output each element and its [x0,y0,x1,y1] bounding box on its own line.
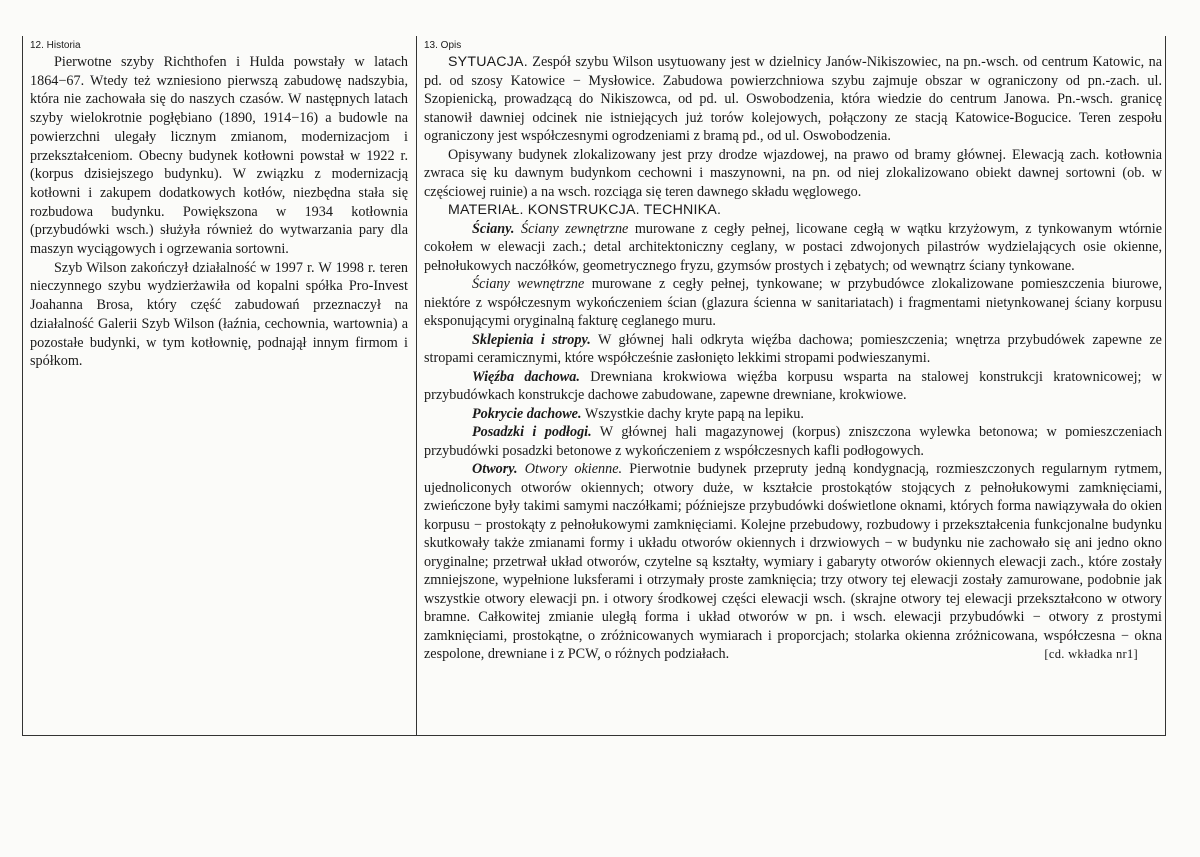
material-title: MATERIAŁ. KONSTRUKCJA. TECHNIKA. [448,202,722,218]
vaults-paragraph [424,331,1162,368]
openings-title: Otwory. [472,461,518,477]
floors-title: Posadzki i podłogi. [472,424,592,440]
history-heading: 12. Historia [30,40,81,51]
exterior-walls-text: murowane z cegły pełnej, licowane cegłą w wątku krzyżowym, z tynkowanym wtórnie cokołem w elewacji zach.; detal architektoniczny ceglany, w postaci zdwojonych pilastrów wydzielających osie okienne, pełnołukowych naczółków, geometrycznego fryzu, gzymsów prostych i zębatych; od wewnątrz ściany tynkowane. [424,220,1163,274]
exterior-walls-label: Ściany zewnętrzne [520,220,629,237]
interior-walls-paragraph [424,275,1162,331]
continuation-note: [cd. wkładka nr1] [1044,647,1138,661]
walls-title: Ściany. [472,220,515,237]
roofing-text: Wszystkie dachy kryte papą na lepiku. [584,405,804,422]
history-paragraph-2: Szyb Wilson zakończył działalność w 1997 r. W 1998 r. teren nieczynnego szybu wydzierżawiła od kopalni spółka Pro-Invest Joahanna Brosa, który część zabudowań przeznaczył na działalność Galerii Szyb Wilson (łaźnia, cechownia, wartownia) a pozostałe budynki, w tym kotłownię, podnajął innym firmom i spółkom. [30,259,408,370]
column-divider [416,36,417,736]
window-openings-label: Otwory okienne. [524,461,623,477]
roof-truss-title: Więźba dachowa. [472,368,580,385]
description-section [424,40,1162,664]
roof-truss-text: Drewniana krokwiowa więźba korpusu wsparta na stalowej konstrukcji kratownicowej; w przybudówkach konstrukcje dachowe zabudowane, zapewne drewniane, krokwiowe. [424,368,1163,403]
interior-walls-text: murowane z cegły pełnej, tynkowane; w przybudówce zlokalizowane pomieszczenia biurowe, niektóre z współczesnym wykończeniem ścian (glazura ścienna w sanitariatach) i fragmentami nietynkowanej ściany korpusu eksponującymi oryginalną fakturę ceglanego muru. [424,276,1163,329]
vaults-title: Sklepienia i stropy. [472,331,591,348]
interior-walls-label: Ściany wewnętrzne [472,276,585,292]
roofing-paragraph [424,405,1162,424]
vaults-text: W głównej hali odkryta więźba dachowa; pomieszczenia; wnętrza przybudówek zapewne ze stropami ceramicznymi, które współcześnie zasłonięto lekkimi stropami podwieszanymi. [424,331,1162,366]
situation-paragraph [424,53,1162,146]
building-location-paragraph: Opisywany budynek zlokalizowany jest przy drodze wjazdowej, na prawo od bramy głównej. Elewacją zach. kotłownia zwraca się ku dawnym budynkom cechowni i maszynowni, na pn. od niej zlokalizowano obiekt dawnej sortowni (ob. w częściowej ruinie) a na wsch. rozciąga się teren dawnego składu węglowego. [424,146,1162,200]
roofing-title: Pokrycie dachowe. [472,405,582,422]
situation-title: SYTUACJA. [448,54,528,70]
material-heading-line [424,201,1162,220]
roof-truss-paragraph [424,368,1162,405]
history-section [30,40,408,371]
history-paragraph-1: Pierwotne szyby Richthofen i Hulda powstały w latach 1864−67. Wtedy też wzniesiono pierwszą zabudowę nadszybia, która nie zachowała się do naszych czasów. W następnych latach szyby wielokrotnie pogłębiano (1890, 1914−16) a budowle na powierzchni ulegały licznym zmianom, modernizacjom i przekształceniom. Obecny budynek kotłowni powstał w 1922 r. (korpus dzisiejszego budynku). W związku z modernizacją kotłowni i zakupem dodatkowych kotłów, niezbędna stała się rozbudowa budynku. Powiększona w 1934 kotłownia (przybudówki wsch.) służyła również do wytwarzania pary dla maszyn wyciągowych i ogrzewania sortowni. [30,54,408,258]
floors-paragraph [424,423,1162,460]
description-heading: 13. Opis [424,40,462,51]
walls-paragraph [424,220,1162,276]
situation-text: Zespół szybu Wilson usytuowany jest w dzielnicy Janów-Nikiszowiec, na pn.-wsch. od centrum Katowic, na pd. od szosy Katowice − Mysłowice. Zabudowa powierzchniowa szybu zajmuje obszar w ograniczony od pn.-zach. ul. Szopienicką, prowadzącą do Nikiszowca, od pd. ul. Oswobodzenia, która wiedzie do centrum Janowa. Pn.-wsch. granicę stanowił dawniej odcinek nie istniejących już torów kolejowych, połączony ze stacją Katowice-Bogucice. Teren zespołu ograniczony jest współczesnymi ogrodzeniami z bramą pd., od ul. Oswobodzenia. [424,54,1162,144]
openings-paragraph [424,460,1162,664]
openings-text: Pierwotnie budynek przepruty jedną kondygnacją, rozmieszczonych regularnym rytmem, ujednoliconych otworów okiennych; otwory duże, w kształcie prostokątów stojących z pełnołukowymi zamknięciami, zwieńczone były takimi samymi naczółkami; późniejsze przybudówki doświetlone oknami, których forma nawiązywała do okien korpusu − prostokąty z pełnołukowymi zamknięciami. Kolejne przebudowy, rozbudowy i przekształcenia funkcjonalne budynku skutkowały także zmianami formy i układu otworów okiennych i drzwiowych − w budynku nie zachowało się ani jedno okno oryginalne; przetrwał układ otworów, czytelne są kształty, wymiary i gabaryty otworów okiennych elewacji zach., które zostały zmniejszone, wypełnione luksferami i otrzymały proste zamknięcia; trzy otwory tej elewacji zostały zamurowane, podobnie jak wszystkie otwory elewacji pn. i otwory środkowej części elewacji wsch. (skrajne otwory tej elewacji przekształcono w otwory bramne. Całkowitej zmianie uległą forma i układ otworów w pn. i wsch. elewacji przybudówki − otwory z prostymi zamknięciami, prostokątne, o zróżnicowanych wymiarach i proporcjach; stolarka okienna zróżnicowana, współczesna − okna zespolone, drewniane i z PCW, o różnych podziałach. [424,461,1162,662]
floors-text: W głównej hali magazynowej (korpus) zniszczona wylewka betonowa; w pomieszczeniach przybudówki posadzki betonowe z wykończeniem z współczesnych kafli podłogowych. [424,424,1162,459]
